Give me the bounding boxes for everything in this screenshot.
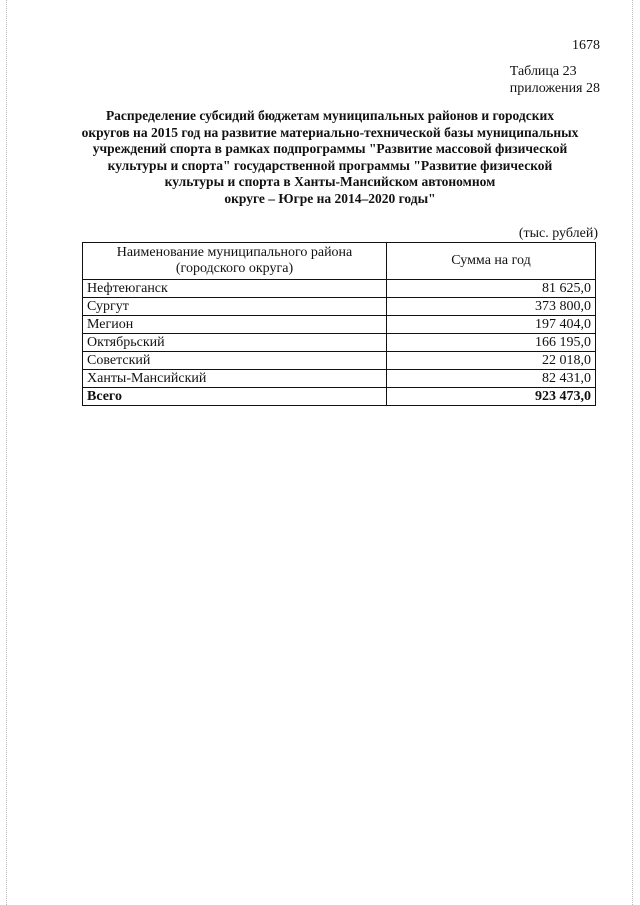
title-line: Распределение субсидий бюджетам муниципальных районов и городских bbox=[105, 108, 555, 123]
annual-sum: 82 431,0 bbox=[387, 370, 596, 388]
title-line: округов на 2015 год на развитие материально-технической базы муниципальных bbox=[81, 124, 579, 140]
annual-sum: 197 404,0 bbox=[387, 316, 596, 334]
appendix-number: приложения 28 bbox=[509, 81, 600, 96]
page-number: 1678 bbox=[572, 38, 600, 53]
municipality-name: Советский bbox=[83, 352, 387, 370]
municipality-name: Мегион bbox=[83, 316, 387, 334]
municipality-name: Сургут bbox=[83, 298, 387, 316]
table-row bbox=[83, 280, 596, 298]
title-line: учреждений спорта в рамках подпрограммы "Развитие массовой физической bbox=[92, 141, 568, 156]
table-row bbox=[83, 352, 596, 370]
table-label bbox=[510, 63, 600, 97]
table-row bbox=[83, 298, 596, 316]
scan-edge-left bbox=[6, 0, 8, 905]
document-title bbox=[70, 108, 590, 207]
table-header-row bbox=[83, 243, 596, 280]
municipality-name: Нефтеюганск bbox=[83, 280, 387, 298]
units-label: (тыс. рублей) bbox=[518, 226, 598, 241]
table-row bbox=[83, 370, 596, 388]
annual-sum: 81 625,0 bbox=[387, 280, 596, 298]
table-total-row bbox=[83, 388, 596, 406]
total-label: Всего bbox=[83, 388, 387, 406]
header-municipality-line1: Наименование муниципального района bbox=[116, 245, 353, 260]
annual-sum: 373 800,0 bbox=[387, 298, 596, 316]
subsidy-table bbox=[82, 242, 596, 406]
title-line: культуры и спорта" государственной программы "Развитие физической bbox=[107, 157, 553, 173]
table-row bbox=[83, 334, 596, 352]
header-municipality bbox=[83, 243, 387, 280]
annual-sum: 22 018,0 bbox=[387, 352, 596, 370]
title-line: культуры и спорта в Ханты-Мансийском автономном bbox=[164, 174, 496, 189]
table-row bbox=[83, 316, 596, 334]
header-municipality-line2: (городского округа) bbox=[175, 261, 294, 276]
title-line: округе – Югре на 2014–2020 годы" bbox=[224, 190, 436, 206]
total-sum: 923 473,0 bbox=[387, 388, 596, 406]
annual-sum: 166 195,0 bbox=[387, 334, 596, 352]
scan-edge-right bbox=[632, 0, 634, 905]
table-number: Таблица 23 bbox=[509, 64, 577, 79]
municipality-name: Ханты-Мансийский bbox=[83, 370, 387, 388]
header-sum: Сумма на год bbox=[387, 243, 596, 280]
municipality-name: Октябрьский bbox=[83, 334, 387, 352]
